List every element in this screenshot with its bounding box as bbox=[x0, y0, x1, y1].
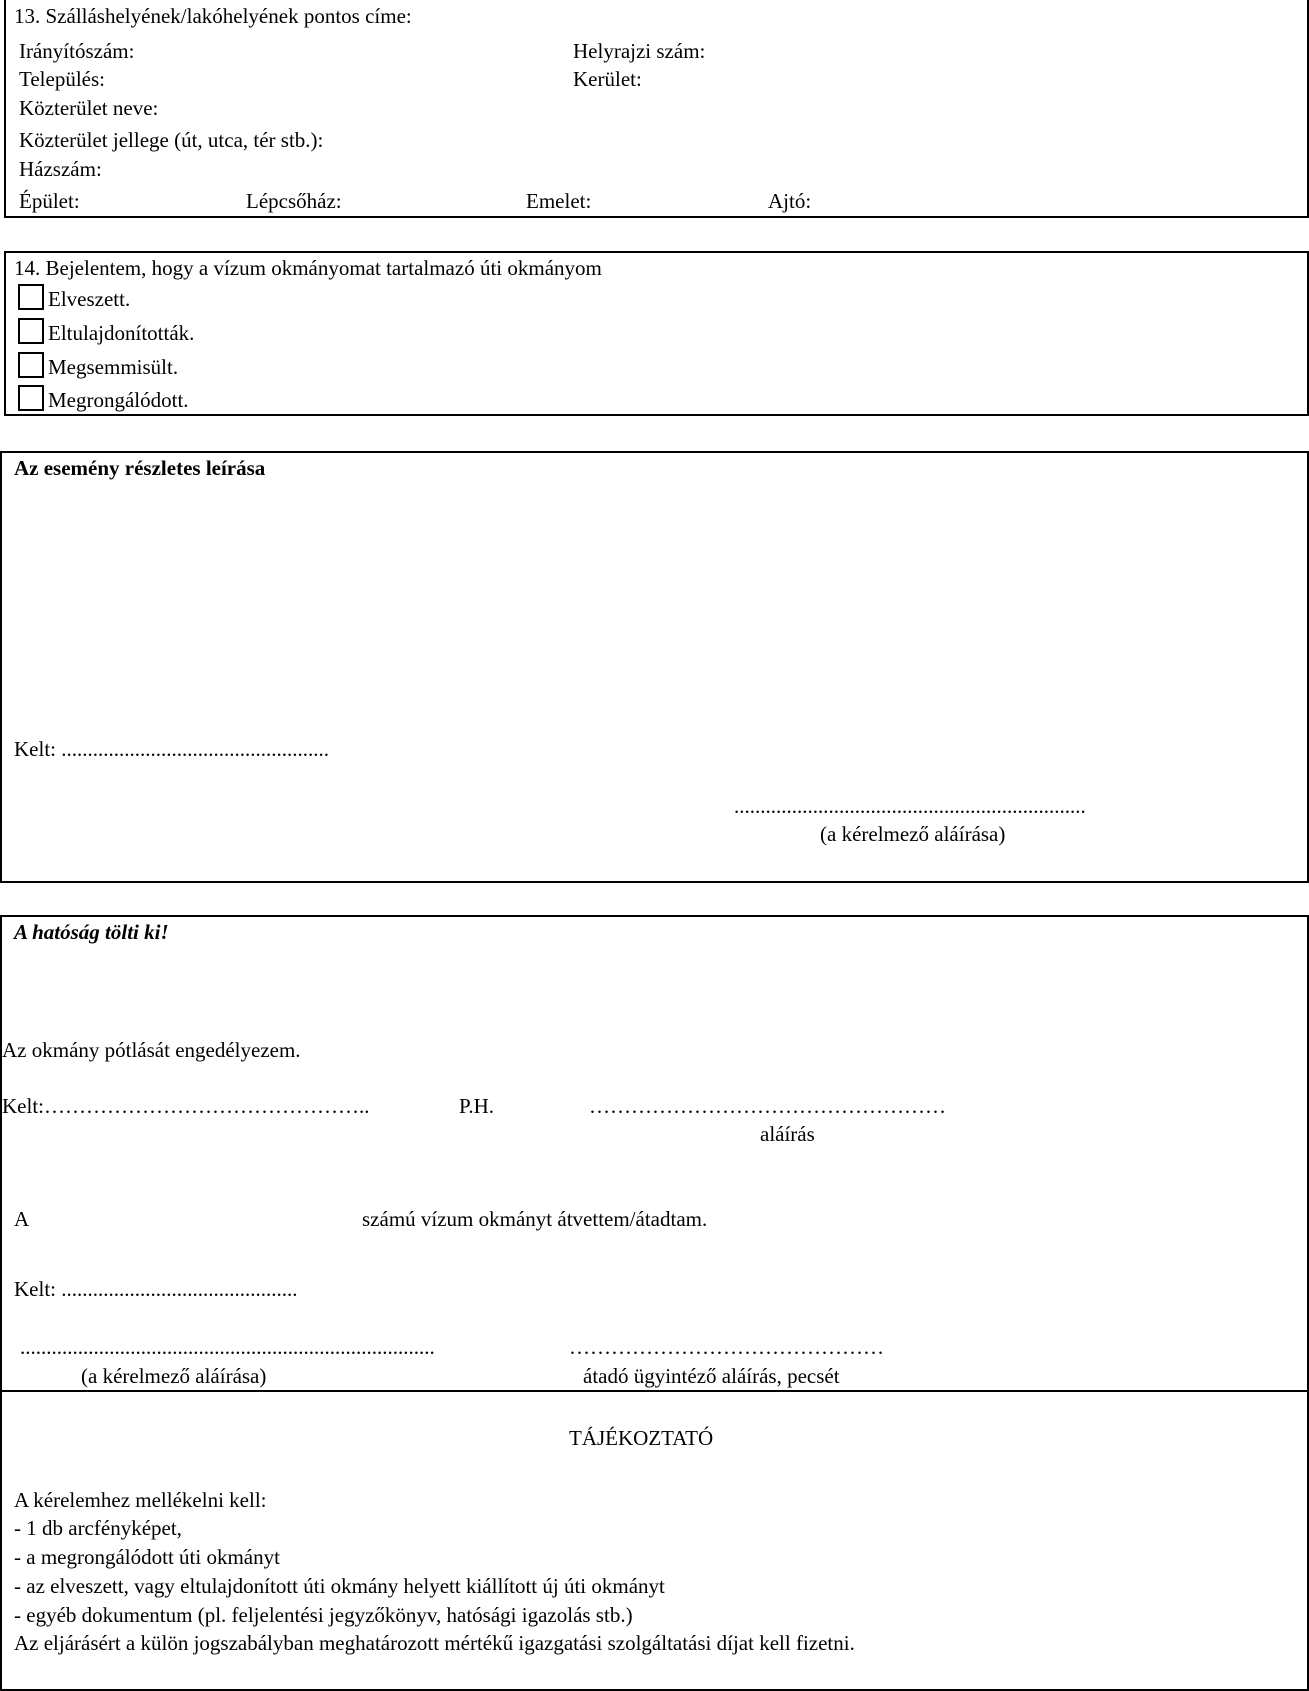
building-label: Épület: bbox=[19, 189, 80, 213]
authority-signature-dots: …………………………………………… bbox=[589, 1094, 946, 1118]
info-divider bbox=[0, 1390, 1309, 1392]
officer-signature-dots: ……………………………………… bbox=[569, 1335, 884, 1359]
receipt-prefix: A bbox=[14, 1207, 30, 1231]
house-number-label: Házszám: bbox=[19, 157, 102, 181]
info-line: - 1 db arcfényképet, bbox=[14, 1516, 182, 1540]
staircase-label: Lépcsőház: bbox=[246, 189, 342, 213]
receipt-date-line: Kelt: ............................................. bbox=[14, 1277, 298, 1301]
info-line: - az elveszett, vagy eltulajdonított úti okmány helyett kiállított új úti okmányt bbox=[14, 1574, 665, 1598]
destroyed-label: Megsemmisült. bbox=[48, 355, 179, 379]
authority-signature-label: aláírás bbox=[760, 1122, 815, 1146]
lost-checkbox[interactable] bbox=[18, 284, 44, 310]
lost-label: Elveszett. bbox=[48, 287, 131, 311]
info-line: - egyéb dokumentum (pl. feljelentési jegyzőkönyv, hatósági igazolás stb.) bbox=[14, 1603, 633, 1627]
postal-code-label: Irányítószám: bbox=[19, 39, 135, 63]
destroyed-checkbox[interactable] bbox=[18, 352, 44, 378]
info-line: - a megrongálódott úti okmányt bbox=[14, 1545, 280, 1569]
district-label: Kerület: bbox=[573, 67, 642, 91]
approval-text: Az okmány pótlását engedélyezem. bbox=[2, 1038, 301, 1062]
receipt-applicant-dots: ............................................................................... bbox=[20, 1335, 435, 1359]
damaged-label: Megrongálódott. bbox=[48, 388, 189, 412]
officer-signature-label: átadó ügyintéző aláírás, pecsét bbox=[583, 1364, 840, 1388]
applicant-signature-label: (a kérelmező aláírása) bbox=[820, 822, 1006, 846]
event-description-section bbox=[0, 451, 1309, 883]
info-line: A kérelemhez mellékelni kell: bbox=[14, 1488, 267, 1512]
street-type-label: Közterület jellege (út, utca, tér stb.): bbox=[19, 128, 324, 152]
address-section bbox=[4, 0, 1309, 218]
receipt-applicant-label: (a kérelmező aláírása) bbox=[81, 1364, 267, 1388]
damaged-checkbox[interactable] bbox=[18, 385, 44, 411]
settlement-label: Település: bbox=[19, 67, 105, 91]
authority-date-line: Kelt:……………………………………….. bbox=[2, 1094, 370, 1118]
floor-label: Emelet: bbox=[526, 189, 592, 213]
event-title: Az esemény részletes leírása bbox=[14, 456, 266, 480]
stolen-label: Eltulajdonították. bbox=[48, 321, 195, 345]
door-label: Ajtó: bbox=[768, 189, 812, 213]
info-title: TÁJÉKOZTATÓ bbox=[569, 1426, 714, 1450]
status-title: 14. Bejelentem, hogy a vízum okmányomat tartalmazó úti okmányom bbox=[14, 256, 602, 280]
authority-title: A hatóság tölti ki! bbox=[14, 920, 169, 944]
stamp-place-label: P.H. bbox=[459, 1094, 495, 1118]
address-title: 13. Szálláshelyének/lakóhelyének pontos címe: bbox=[14, 4, 412, 28]
receipt-text: számú vízum okmányt átvettem/átadtam. bbox=[362, 1207, 708, 1231]
info-line: Az eljárásért a külön jogszabályban meghatározott mértékű igazgatási szolgáltatási díjat kell fizetni. bbox=[14, 1631, 855, 1655]
stolen-checkbox[interactable] bbox=[18, 318, 44, 344]
parcel-number-label: Helyrajzi szám: bbox=[573, 39, 706, 63]
event-date-line: Kelt: ................................................... bbox=[14, 737, 329, 761]
applicant-signature-dots: ................................................................... bbox=[734, 794, 1086, 818]
street-name-label: Közterület neve: bbox=[19, 96, 159, 120]
